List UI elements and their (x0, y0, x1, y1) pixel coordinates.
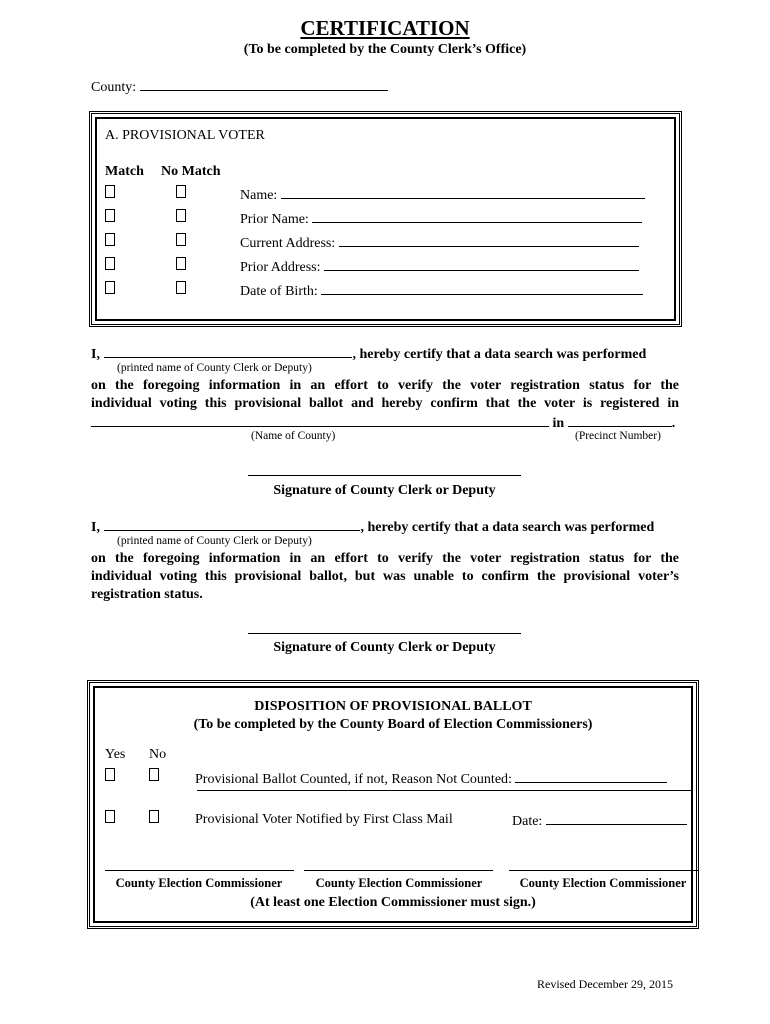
cert1-county-input-line[interactable] (91, 413, 549, 427)
provisional-voter-box (89, 111, 682, 327)
no-column-header: No (149, 747, 167, 762)
commissioner-caption-1: County Election Commissioner (115, 876, 283, 890)
yes-column-header: Yes (105, 747, 126, 762)
name-match-checkbox[interactable] (105, 185, 115, 198)
cert1-precinct-caption: (Precinct Number) (575, 430, 661, 442)
cert2-printed-name-line[interactable] (104, 517, 360, 531)
cert1-in-word: in (552, 416, 565, 431)
prior-address-label: Prior Address: (240, 260, 321, 275)
dob-field (240, 281, 643, 301)
dob-match-checkbox[interactable] (105, 281, 115, 294)
county-row (91, 77, 388, 97)
ballot-counted-yes-checkbox[interactable] (105, 768, 115, 781)
prior-name-input-line[interactable] (312, 209, 642, 223)
page-subtitle: (To be completed by the County Clerk’s Office) (243, 42, 527, 57)
cert2-name-caption: (printed name of County Clerk or Deputy) (117, 535, 312, 547)
commissioner-signature-line-3[interactable] (509, 870, 698, 871)
ballot-counted-no-checkbox[interactable] (149, 768, 159, 781)
date-label: Date: (512, 814, 543, 829)
voter-notified-yes-checkbox[interactable] (105, 810, 115, 823)
ballot-counted-label: Provisional Ballot Counted, if not, Reason Not Counted: (195, 772, 512, 787)
prior-name-no-match-checkbox[interactable] (176, 209, 186, 222)
disposition-subtitle: (To be completed by the County Board of Election Commissioners) (193, 717, 593, 732)
prior-name-match-checkbox[interactable] (105, 209, 115, 222)
current-address-match-checkbox[interactable] (105, 233, 115, 246)
prior-name-label: Prior Name: (240, 212, 309, 227)
date-input-line[interactable] (546, 811, 687, 825)
provisional-voter-heading: A. PROVISIONAL VOTER (105, 128, 265, 143)
prior-name-field (240, 209, 642, 229)
county-input-line[interactable] (140, 77, 388, 91)
name-input-line[interactable] (281, 185, 645, 199)
cert1-text-line1: on the foregoing information in an effort to verify the voter registration status for the (91, 378, 679, 393)
cert1-text-line2: individual voting this provisional ballot and hereby confirm that the voter is registered in (91, 396, 679, 411)
cert1-signature-caption: Signature of County Clerk or Deputy (273, 483, 496, 498)
cert2-text-line2: individual voting this provisional ballot, but was unable to confirm the provisional voter’s (91, 569, 679, 584)
cert2-text-line1: on the foregoing information in an effort to verify the voter registration status for the (91, 551, 679, 566)
current-address-field (240, 233, 639, 253)
commissioner-signature-line-1[interactable] (105, 870, 294, 871)
prior-address-field (240, 257, 639, 277)
dob-input-line[interactable] (321, 281, 643, 295)
cert2-suffix: , hereby certify that a data search was performed (360, 520, 655, 535)
name-label: Name: (240, 188, 278, 203)
cert2-signature-caption: Signature of County Clerk or Deputy (273, 640, 496, 655)
ballot-counted-row (195, 769, 667, 789)
cert1-signature-line[interactable] (248, 475, 521, 476)
voter-notified-label: Provisional Voter Notified by First Class Mail (195, 812, 453, 827)
cert1-first-line (91, 344, 646, 364)
cert2-prefix: I, (91, 520, 100, 535)
dob-label: Date of Birth: (240, 284, 318, 299)
cert1-period: . (671, 416, 676, 431)
reason-not-counted-input-line[interactable] (515, 769, 667, 783)
cert1-prefix: I, (91, 347, 100, 362)
page-title: CERTIFICATION (300, 16, 470, 40)
cert1-name-caption: (printed name of County Clerk or Deputy) (117, 362, 312, 374)
notified-date-field (512, 811, 687, 831)
revised-date: Revised December 29, 2015 (537, 977, 673, 991)
cert1-precinct-input-line[interactable] (568, 413, 672, 427)
prior-address-no-match-checkbox[interactable] (176, 257, 186, 270)
disposition-title: DISPOSITION OF PROVISIONAL BALLOT (254, 699, 532, 714)
name-field (240, 185, 645, 205)
county-label: County: (91, 80, 137, 95)
commissioner-caption-2: County Election Commissioner (315, 876, 483, 890)
commissioner-caption-3: County Election Commissioner (519, 876, 687, 890)
cert1-printed-name-line[interactable] (104, 344, 352, 358)
commissioner-note: (At least one Election Commissioner must sign.) (250, 895, 536, 910)
cert2-text-line3: registration status. (91, 587, 203, 602)
current-address-label: Current Address: (240, 236, 336, 251)
reason-not-counted-second-line[interactable] (197, 790, 693, 791)
current-address-no-match-checkbox[interactable] (176, 233, 186, 246)
prior-address-match-checkbox[interactable] (105, 257, 115, 270)
cert1-suffix: , hereby certify that a data search was performed (352, 347, 647, 362)
match-column-header: Match (105, 164, 144, 179)
voter-notified-no-checkbox[interactable] (149, 810, 159, 823)
no-match-column-header: No Match (161, 164, 221, 179)
cert1-county-caption: (Name of County) (251, 430, 336, 442)
prior-address-input-line[interactable] (324, 257, 639, 271)
commissioner-signature-line-2[interactable] (304, 870, 493, 871)
cert2-signature-line[interactable] (248, 633, 521, 634)
disposition-box (87, 680, 699, 929)
cert2-first-line (91, 517, 654, 537)
dob-no-match-checkbox[interactable] (176, 281, 186, 294)
name-no-match-checkbox[interactable] (176, 185, 186, 198)
current-address-input-line[interactable] (339, 233, 639, 247)
